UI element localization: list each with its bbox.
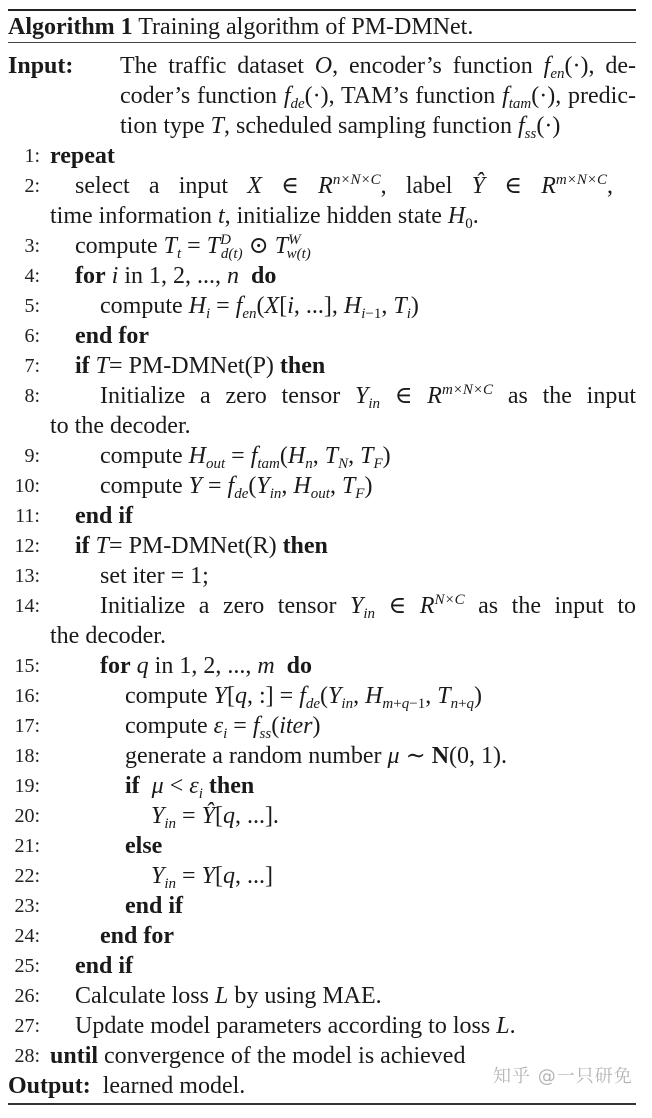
line-number: 13: <box>14 565 40 587</box>
input-line-3: tion type T, scheduled sampling function $f_{ss}(\cdot)$ <box>120 113 561 142</box>
algorithm-line <box>8 741 638 771</box>
algorithm-line <box>8 471 638 501</box>
algorithm-line <box>8 891 638 921</box>
line-text: the decoder. <box>50 623 166 649</box>
algorithm-line <box>8 141 638 171</box>
line-number: 12: <box>14 535 40 557</box>
line-number: 20: <box>14 805 40 827</box>
algorithm-line <box>8 231 638 261</box>
line-number: 3: <box>24 235 40 257</box>
line-number: 22: <box>14 865 40 887</box>
algorithm-line <box>8 291 638 321</box>
algorithm-line <box>8 351 638 381</box>
algorithm-line <box>8 441 638 471</box>
input-row <box>8 111 638 141</box>
line-text: for q in 1, 2, ..., m do <box>100 653 313 679</box>
line-number: 11: <box>15 505 40 527</box>
line-number: 14: <box>14 595 40 617</box>
line-number: 4: <box>24 265 40 287</box>
algorithm-line <box>8 591 638 621</box>
line-number: 1: <box>24 145 40 167</box>
line-text: Initialize a zero tensor $Y_{in}$ ∈ $R^{m\times N\times C}$ as the input <box>100 382 636 412</box>
input-row <box>8 81 638 111</box>
line-number: 23: <box>14 895 40 917</box>
line-text: compute $Y = f_{de}(Y_{in}$, $H_{out}$, $T_F$) <box>100 473 373 502</box>
line-number: 10: <box>14 475 40 497</box>
algorithm-line <box>8 771 638 801</box>
line-number: 2: <box>24 175 40 197</box>
line-number: 21: <box>14 835 40 857</box>
line-text: if T= PM-DMNet(R) then <box>75 533 328 559</box>
bottom-rule <box>8 1103 636 1105</box>
line-number: 24: <box>14 925 40 947</box>
line-continuation <box>8 411 638 441</box>
line-number: 19: <box>14 775 40 797</box>
keyword-end-if: end if <box>125 893 184 919</box>
algorithm-line <box>8 981 638 1011</box>
line-number: 7: <box>24 355 40 377</box>
line-text: generate a random number μ ∼ N(0, 1). <box>125 743 508 769</box>
algorithm-line <box>8 831 638 861</box>
keyword-else: else <box>125 833 163 859</box>
line-number: 15: <box>14 655 40 677</box>
algorithm-caption <box>8 12 473 42</box>
line-text: if $\mu < \varepsilon_i$ then <box>125 773 255 802</box>
line-number: 8: <box>24 385 40 407</box>
algorithm-label: Algorithm 1 <box>8 14 133 40</box>
line-number: 5: <box>24 295 40 317</box>
line-text: Update model parameters according to loss L. <box>75 1013 516 1039</box>
keyword-end-for: end for <box>75 323 149 349</box>
algorithm-line <box>8 501 638 531</box>
line-text: time information t, initialize hidden state $H_0$. <box>50 203 479 232</box>
output-label: Output: <box>8 1073 91 1099</box>
line-number: 25: <box>14 955 40 977</box>
until-condition: convergence of the model is achieved <box>104 1043 466 1069</box>
line-continuation <box>8 201 638 231</box>
input-row <box>8 51 638 81</box>
algorithm-line <box>8 921 638 951</box>
algorithm-line <box>8 1011 638 1041</box>
line-text <box>50 1041 465 1071</box>
line-text: for i in 1, 2, ..., n do <box>75 263 277 289</box>
caption-rule <box>8 42 636 43</box>
line-text: compute $\varepsilon_i$ = $f_{ss}(iter)$ <box>125 713 321 742</box>
algorithm-line <box>8 561 638 591</box>
algorithm-line <box>8 801 638 831</box>
algorithm-line <box>8 381 638 411</box>
line-continuation <box>8 621 638 651</box>
top-rule <box>8 9 636 11</box>
algorithm-line <box>8 861 638 891</box>
keyword-end-if: end if <box>75 503 134 529</box>
line-text: Calculate loss L by using MAE. <box>75 983 382 1009</box>
line-number: 18: <box>14 745 40 767</box>
input-label: Input: <box>8 53 74 79</box>
line-number: 6: <box>24 325 40 347</box>
line-number: 28: <box>14 1045 40 1067</box>
keyword-end-for: end for <box>100 923 174 949</box>
keyword-until: until <box>50 1043 99 1069</box>
line-text: compute $H_{out} = f_{tam}(H_n$, $T_N$, $T_F$) <box>100 443 391 472</box>
algorithm-line <box>8 261 638 291</box>
algorithm-line <box>8 681 638 711</box>
line-text: $Y_{in}$ = Ŷ[q, ...]. <box>151 803 279 832</box>
line-text: select a input X ∈ $R^{n\times N\times C}$, label Ŷ ∈ $R^{m\times N\times C}$, <box>75 172 613 199</box>
line-text: compute $T_t = T^D_{d(t)}$ ⊙ $T^W_{w(t)}$ <box>75 232 311 262</box>
keyword-end-if: end if <box>75 953 134 979</box>
line-text: Initialize a zero tensor $Y_{in}$ ∈ $R^{N\times C}$ as the input to <box>100 592 637 622</box>
output-line <box>8 1071 245 1101</box>
line-text: set iter = 1; <box>100 563 209 589</box>
line-text: $Y_{in} = Y[q$, ...] <box>151 863 273 892</box>
algorithm-line <box>8 711 638 741</box>
line-text: to the decoder. <box>50 413 191 439</box>
algorithm-title: Training algorithm of PM-DMNet. <box>138 14 474 40</box>
watermark: 知乎 @一只研免 <box>493 1066 633 1087</box>
line-text: compute Y[q, :] = $f_{de}(Y_{in}$, $H_{m+q-1}$, $T_{n+q}$) <box>125 683 483 712</box>
algorithm-body <box>8 51 638 1101</box>
algorithm-line <box>8 651 638 681</box>
keyword-repeat: repeat <box>50 143 115 169</box>
line-number: 17: <box>14 715 40 737</box>
line-number: 26: <box>14 985 40 1007</box>
algorithm-line <box>8 531 638 561</box>
line-number: 16: <box>14 685 40 707</box>
algorithm-line <box>8 171 638 201</box>
input-line-1: The traffic dataset O, encoder’s function $f_{en}(\cdot)$, de- <box>120 53 636 82</box>
algorithm-line <box>8 321 638 351</box>
algorithm-line <box>8 951 638 981</box>
line-text: if T= PM-DMNet(P) then <box>75 353 326 379</box>
line-text: compute $H_i = f_{en}(X[i$, ...], $H_{i-1}$, $T_i$) <box>100 293 419 322</box>
line-number: 27: <box>14 1015 40 1037</box>
output-text: learned model. <box>102 1073 246 1099</box>
line-number: 9: <box>24 445 40 467</box>
input-line-2: coder’s function $f_{de}(\cdot)$, TAM’s function $f_{tam}(\cdot)$, predic- <box>120 83 636 112</box>
